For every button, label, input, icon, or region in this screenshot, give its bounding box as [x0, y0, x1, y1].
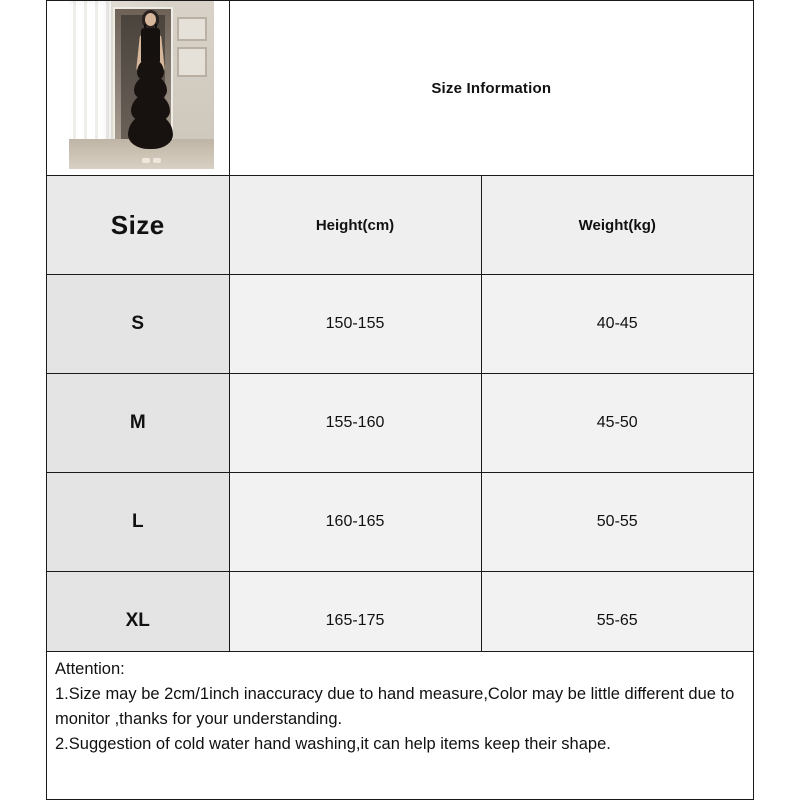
dress-bodice — [141, 28, 160, 62]
cell-height: 150-155 — [229, 275, 481, 374]
table-row-title — [47, 1, 753, 176]
cell-height: 165-175 — [229, 572, 481, 671]
attention-line-2: 2.Suggestion of cold water hand washing,it can help items keep their shape. — [55, 735, 611, 753]
attention-line-1: 1.Size may be 2cm/1inch inaccuracy due to hand measure,Color may be little different due to monitor ,thanks for your understanding. — [55, 685, 735, 728]
size-information-table — [47, 0, 753, 671]
photo-picture-frame — [177, 47, 207, 77]
page-title: Size Information — [229, 1, 753, 176]
model-shoe-right — [153, 158, 161, 163]
product-photo — [69, 1, 214, 169]
table-row — [47, 473, 753, 572]
cell-height: 155-160 — [229, 374, 481, 473]
size-chart-frame — [46, 0, 754, 800]
cell-size: S — [47, 275, 229, 374]
cell-size: M — [47, 374, 229, 473]
model-shoe-left — [142, 158, 150, 163]
column-header-weight: Weight(kg) — [481, 176, 753, 275]
photo-picture-frame — [177, 17, 207, 41]
product-photo-cell — [47, 1, 229, 176]
cell-weight: 45-50 — [481, 374, 753, 473]
photo-model — [127, 13, 173, 163]
attention-heading: Attention: — [55, 660, 125, 678]
table-row — [47, 374, 753, 473]
dress-tier — [128, 113, 173, 149]
cell-size: L — [47, 473, 229, 572]
cell-weight: 55-65 — [481, 572, 753, 671]
column-header-size: Size — [47, 176, 229, 275]
column-header-height: Height(cm) — [229, 176, 481, 275]
cell-weight: 50-55 — [481, 473, 753, 572]
attention-section — [47, 651, 753, 799]
cell-size: XL — [47, 572, 229, 671]
cell-weight: 40-45 — [481, 275, 753, 374]
table-row — [47, 275, 753, 374]
table-header-row — [47, 176, 753, 275]
cell-height: 160-165 — [229, 473, 481, 572]
